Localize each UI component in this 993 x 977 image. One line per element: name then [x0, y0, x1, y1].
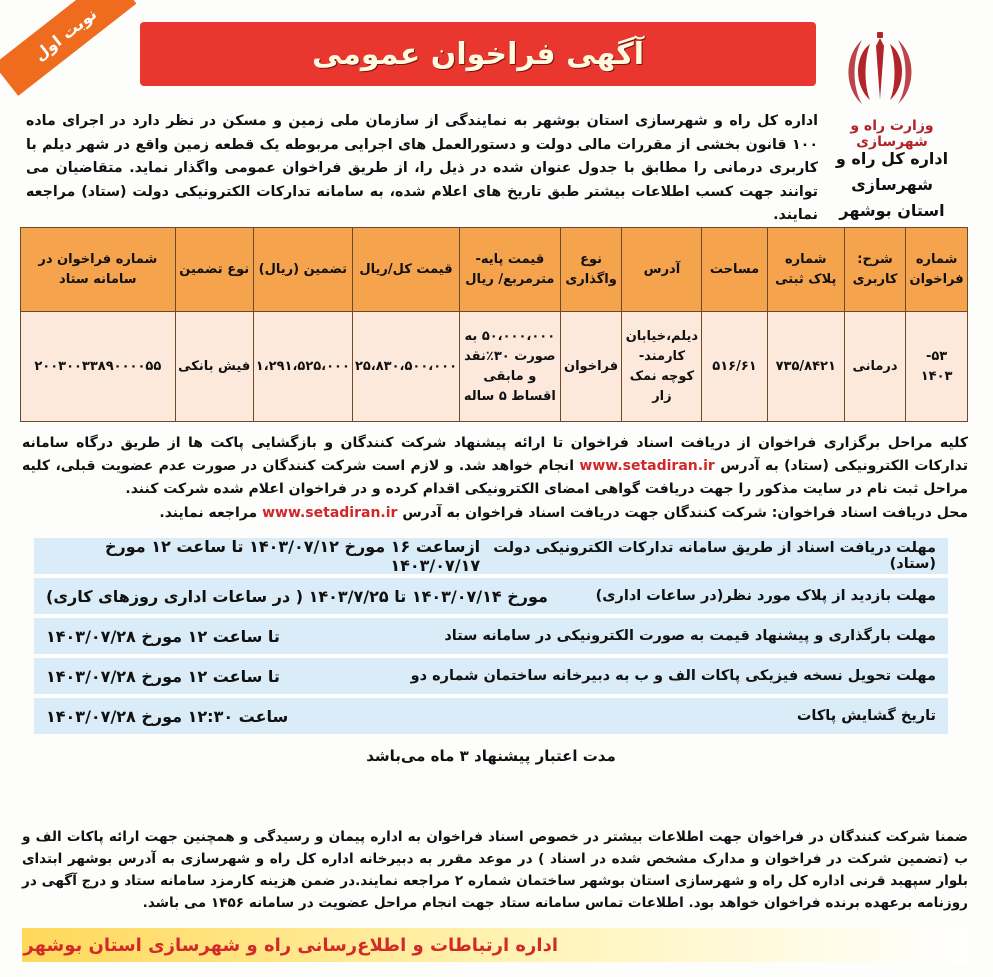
- setad-link-2[interactable]: www.setadiran.ir: [262, 505, 398, 521]
- deadline-value: ساعت ۱۲:۳۰ مورخ ۱۴۰۳/۰۷/۲۸: [46, 706, 289, 726]
- deadline-label: مهلت بارگذاری و پیشنهاد قیمت به صورت الکترونیکی در سامانه ستاد: [444, 628, 936, 644]
- table-cell: ۵۱۶/۶۱: [702, 312, 767, 422]
- office-name: [822, 146, 962, 224]
- page-title: آگهی فراخوان عمومی: [311, 36, 645, 72]
- office-line-1: اداره کل راه و شهرسازی: [835, 149, 949, 194]
- procedure-text-2: انجام خواهد شد. و لازم است شرکت کنندگان در صورت عدم عضویت قبلی، کلیه مراحل ثبت نام در سایت مذکور را جهت دریافت گواهی امضای الکترونیکی اقدام کرده و در فراخوان اعلام شده شرکت کنند.: [22, 458, 968, 497]
- deadline-value: ازساعت ۱۶ مورخ ۱۴۰۳/۰۷/۱۲ تا ساعت ۱۲ مورخ ۱۴۰۳/۰۷/۱۷: [104, 537, 481, 575]
- table-header-cell: شرح: کاربری: [844, 228, 905, 312]
- ministry-name: وزارت راه و شهرسازی: [850, 118, 934, 150]
- deadline-label: مهلت دریافت اسناد از طریق سامانه تدارکات الکترونیکی دولت (ستاد): [493, 540, 936, 572]
- table-header-cell: نوع واگذاری: [560, 228, 622, 312]
- deadline-value: تا ساعت ۱۲ مورخ ۱۴۰۳/۰۷/۲۸: [46, 666, 280, 686]
- deadline-row: [34, 538, 948, 574]
- footer-paragraph: ضمنا شرکت کنندگان در فراخوان جهت اطلاعات بیشتر در خصوص اسناد فراخوان به اداره پیمان و رسیدگی و همچنین جهت ارائه پاکات الف و ب (تضمین شرکت در فراخوان و مدارک مشخص شده در اسناد ) در موعد مقرر به دبیرخانه اداره کل راه و شهرسازی به آدرس بوشهر ابتدای بلوار سپهبد قرنی اداره کل راه و شهرسازی استان بوشهر ساختمان شماره ۲ مراجعه نمایند.در ضمن هزینه کارمزد سامانه ستاد و درج آگهی در روزنامه برعهده برنده فراخوان خواهد بود. اطلاعات تماس سامانه ستاد جهت انجام مراحل عضویت در سامانه ۱۴۵۶ می باشد.: [22, 829, 968, 911]
- table-cell: فیش بانکی: [175, 312, 253, 422]
- table-cell: ۷۳۵/۸۴۲۱: [767, 312, 844, 422]
- iran-emblem-icon: [840, 30, 920, 110]
- validity-row: [34, 738, 948, 774]
- deadlines-list: [34, 538, 948, 778]
- procedure-paragraph: [22, 432, 968, 501]
- table-cell: ۲۰۰۳۰۰۳۳۸۹۰۰۰۰۵۵: [21, 312, 176, 422]
- deadline-value: مورخ ۱۴۰۳/۰۷/۱۴ تا ۱۴۰۳/۷/۲۵ ( در ساعات اداری روزهای کاری): [46, 586, 548, 606]
- deadline-value: تا ساعت ۱۲ مورخ ۱۴۰۳/۰۷/۲۸: [46, 626, 280, 646]
- first-publication-ribbon: [0, 0, 136, 96]
- table-row: [21, 312, 968, 422]
- table-header-cell: شماره فراخوان در سامانه ستاد: [21, 228, 176, 312]
- table-cell: دیلم،خیابان کارمند-کوچه نمک زار: [622, 312, 702, 422]
- table-header-cell: شماره پلاک ثبتی: [767, 228, 844, 312]
- table-cell: ۱،۲۹۱،۵۲۵،۰۰۰: [253, 312, 352, 422]
- table-header-cell: قیمت پایه- مترمربع/ ریال: [460, 228, 561, 312]
- intro-paragraph: اداره کل راه و شهرسازی استان بوشهر به نمایندگی از سازمان ملی زمین و مسکن در نظر دارد در اجرای ماده ۱۰۰ قانون بخشی از مقررات مالی دولت و دستورالعمل های اجرایی مربوطه یک قطعه زمین واقع در شهر دیلم با کاربری درمانی را مطابق با جدول عنوان شده در ذیل را، از طریق فراخوان عمومی واگذار نماید. متقاضیان می توانند جهت کسب اطلاعات بیشتر طبق تاریخ های اعلام شده، به سامانه تدارکات الکترونیکی دولت (ستاد) مراجعه نمایند.: [26, 113, 818, 223]
- office-line-2: استان بوشهر: [839, 201, 945, 220]
- documents-location-paragraph: [22, 502, 968, 525]
- procedure-text-1: کلیه مراحل برگزاری فراخوان از دریافت اسناد فراخوان تا ارائه پیشنهاد شرکت کنندگان و بازگشایی پاکت ها از طریق درگاه سامانه تدارکات الکترونیکی (ستاد) به آدرس: [22, 435, 968, 474]
- footer-banner-text: اداره ارتباطات و اطلاع‌رسانی راه و شهرسازی استان بوشهر: [23, 934, 558, 956]
- table-header-cell: نوع تضمین: [175, 228, 253, 312]
- table-cell: درمانی: [844, 312, 905, 422]
- documents-text-1: محل دریافت اسناد فراخوان: شرکت کنندگان جهت دریافت اسناد فراخوان به آدرس: [402, 505, 968, 521]
- deadline-row: [34, 698, 948, 734]
- table-cell: فراخوان: [560, 312, 622, 422]
- tender-table: [20, 227, 968, 422]
- ribbon-label: نوبت اول: [30, 3, 100, 65]
- table-header-cell: شماره فراخوان: [906, 228, 968, 312]
- table-header-cell: مساحت: [702, 228, 767, 312]
- table-header-cell: قیمت کل/ریال: [352, 228, 459, 312]
- table-cell: ۵۳- ۱۴۰۳: [906, 312, 968, 422]
- deadline-row: [34, 578, 948, 614]
- footer-banner: [22, 928, 968, 962]
- table-header-row: [21, 228, 968, 312]
- table-cell: ۵۰،۰۰۰،۰۰۰ به صورت ۳۰٪نقد و مابقی اقساط ۵ ساله: [460, 312, 561, 422]
- validity-text: مدت اعتبار پیشنهاد ۳ ماه می‌باشد: [366, 747, 616, 765]
- table-header-cell: آدرس: [622, 228, 702, 312]
- table-header-cell: تضمین (ریال): [253, 228, 352, 312]
- table-cell: ۲۵،۸۳۰،۵۰۰،۰۰۰: [352, 312, 459, 422]
- title-banner: [140, 22, 816, 86]
- deadline-row: [34, 618, 948, 654]
- deadline-label: تاریخ گشایش پاکات: [796, 708, 936, 724]
- deadline-label: مهلت تحویل نسخه فیزیکی پاکات الف و ب به دبیرخانه ساختمان شماره دو: [410, 668, 936, 684]
- documents-text-2: مراجعه نمایند.: [159, 505, 258, 521]
- setad-link[interactable]: www.setadiran.ir: [579, 458, 715, 474]
- deadline-row: [34, 658, 948, 694]
- deadline-label: مهلت بازدید از پلاک مورد نظر(در ساعات اداری): [595, 588, 936, 604]
